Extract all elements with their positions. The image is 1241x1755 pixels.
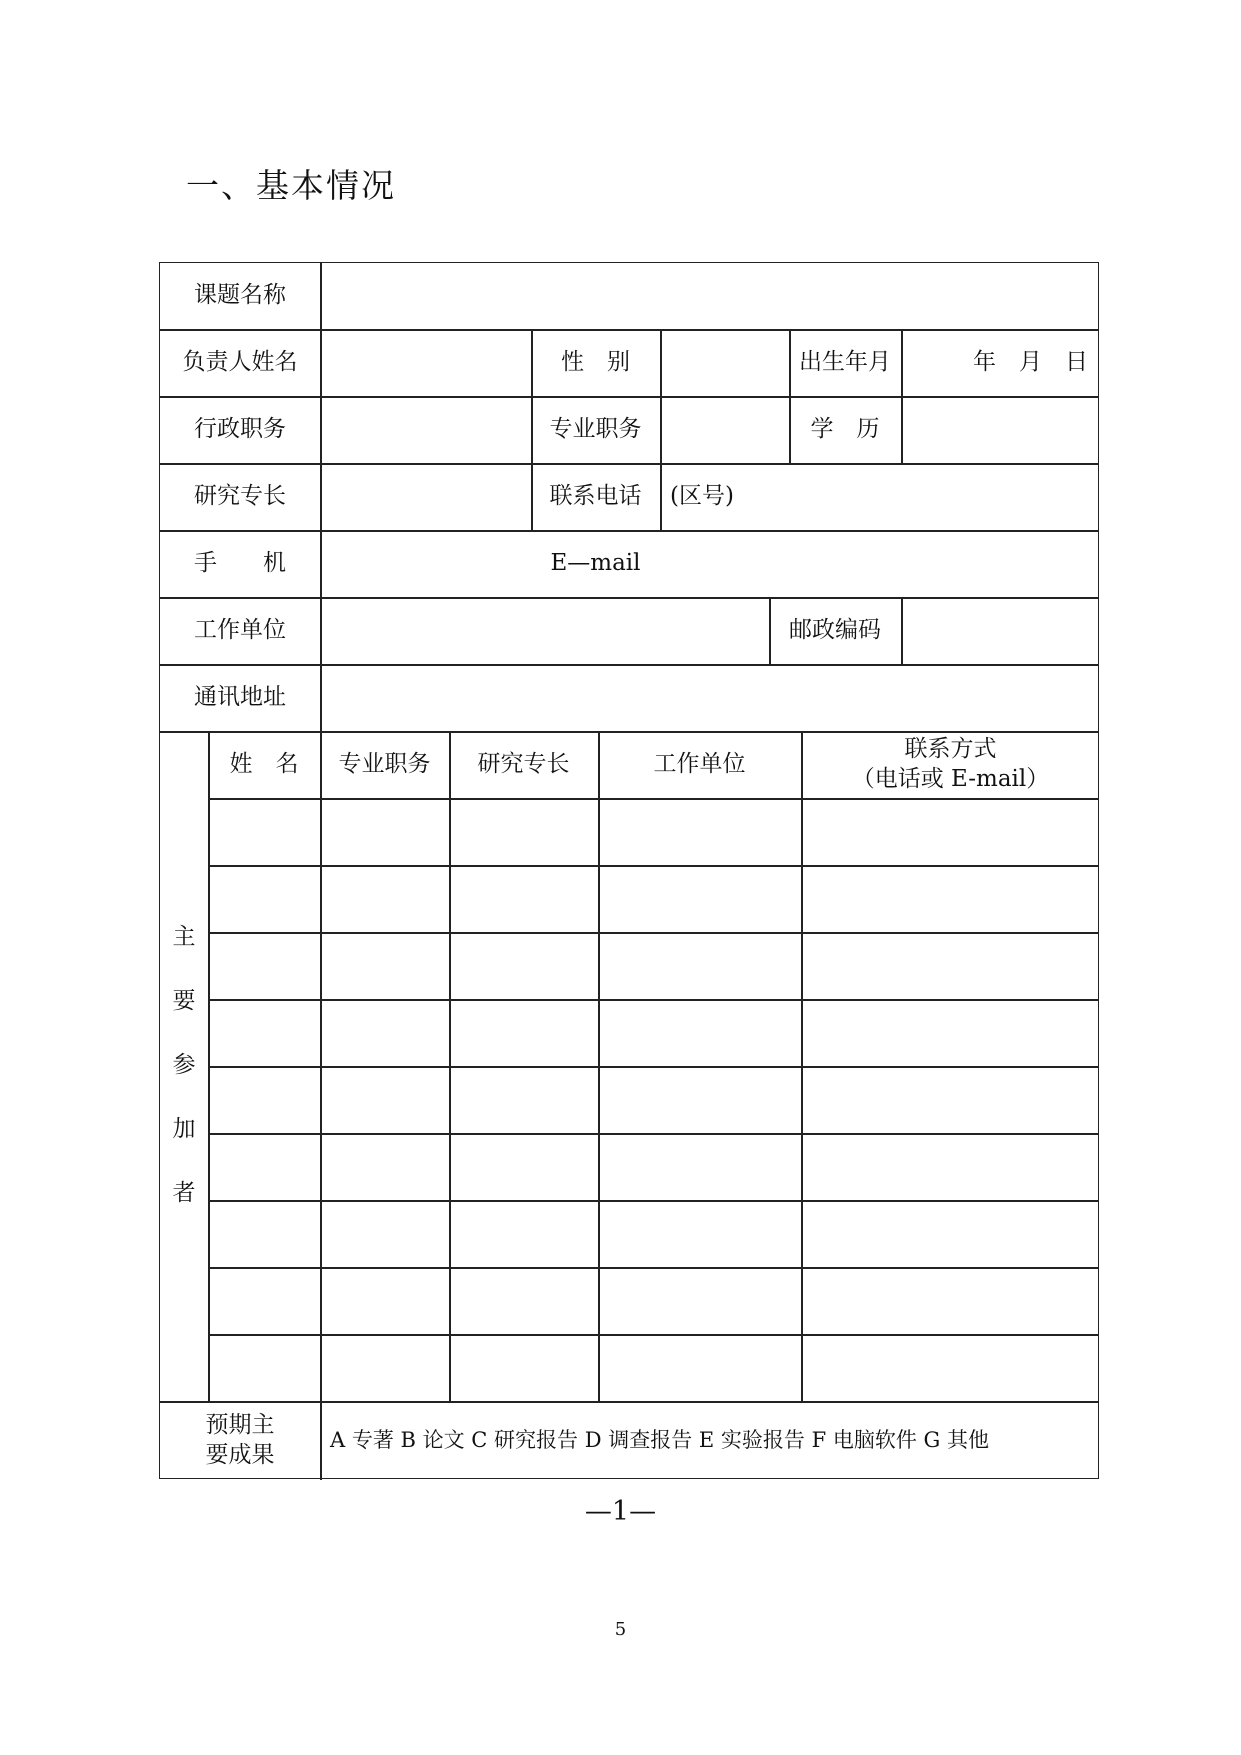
participants-char: 参 (172, 1052, 196, 1079)
pro-post-field[interactable] (660, 396, 789, 463)
workplace-label: 工作单位 (194, 616, 286, 643)
education-label: 学 历 (810, 415, 880, 442)
participants-char: 者 (172, 1179, 196, 1206)
participants-header-contact (801, 731, 1100, 798)
contact-header-line1: 联系方式 (904, 735, 997, 762)
research-field[interactable] (320, 463, 531, 530)
participants-header-workplace: 工作单位 (653, 750, 746, 777)
birth-label: 出生年月 (799, 348, 891, 375)
participants-group-label (160, 731, 208, 1401)
participants-char: 要 (172, 988, 196, 1015)
participants-char: 主 (172, 924, 196, 951)
participants-rows[interactable] (208, 798, 1100, 1401)
email-field[interactable] (660, 530, 1100, 597)
admin-post-label: 行政职务 (194, 415, 286, 442)
participants-header-name: 姓 名 (229, 750, 299, 777)
leader-name-field[interactable] (320, 329, 531, 396)
pro-post-label: 专业职务 (549, 415, 642, 442)
topic-label: 课题名称 (194, 282, 286, 309)
birth-field[interactable]: 年 月 日 (973, 348, 1088, 375)
results-label-line2: 要成果 (205, 1441, 275, 1468)
participants-header-pro-post: 专业职务 (338, 750, 431, 777)
workplace-field[interactable] (320, 597, 769, 664)
mobile-field[interactable] (320, 530, 531, 597)
mobile-label: 手 机 (194, 549, 286, 576)
sheet-number: —1— (584, 1496, 657, 1527)
research-label: 研究专长 (194, 482, 286, 509)
gender-label: 性 别 (561, 348, 630, 375)
phone-label: 联系电话 (549, 482, 642, 509)
gender-field[interactable] (660, 329, 789, 396)
results-options[interactable]: A 专著 B 论文 C 研究报告 D 调查报告 E 实验报告 F 电脑软件 G 其他 (330, 1427, 989, 1452)
results-label-line1: 预期主 (205, 1411, 275, 1438)
address-label: 通讯地址 (194, 683, 286, 710)
email-label: E—mail (550, 549, 641, 576)
participants-header-research: 研究专长 (477, 750, 570, 777)
topic-field[interactable] (320, 263, 1100, 329)
admin-post-field[interactable] (320, 396, 531, 463)
address-field[interactable] (320, 664, 1100, 731)
participants-char: 加 (172, 1115, 196, 1142)
contact-header-line2: （电话或 E-mail） (851, 765, 1050, 792)
education-field[interactable] (901, 396, 1100, 463)
basic-info-form (159, 262, 1099, 1479)
postcode-label: 邮政编码 (789, 616, 881, 643)
page-number: 5 (614, 1619, 627, 1640)
postcode-field[interactable] (901, 597, 1100, 664)
results-label (160, 1401, 320, 1480)
leader-name-label: 负责人姓名 (182, 348, 298, 375)
phone-field[interactable]: (区号) (670, 482, 734, 509)
page-title: 一、基本情况 (186, 166, 396, 205)
